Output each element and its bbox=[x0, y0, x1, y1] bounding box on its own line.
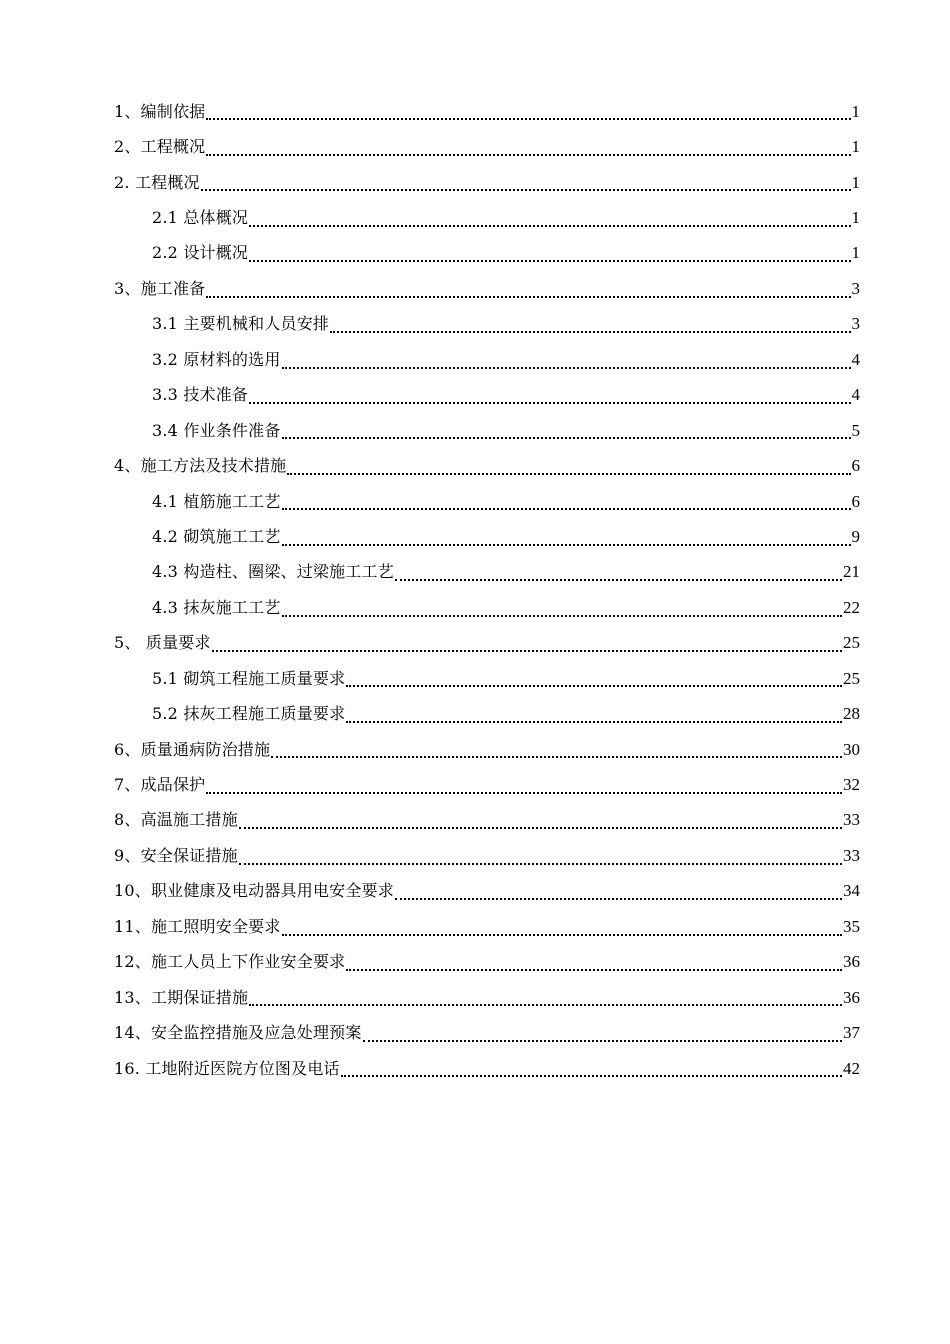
toc-entry[interactable] bbox=[114, 803, 860, 838]
toc-entry[interactable] bbox=[114, 626, 860, 661]
toc-page-number: 28 bbox=[843, 704, 860, 724]
toc-page-number: 5 bbox=[851, 420, 860, 440]
toc-page-number: 30 bbox=[843, 739, 860, 759]
dot-leader bbox=[282, 934, 842, 936]
toc-page-number: 32 bbox=[843, 775, 860, 795]
toc-page-number: 42 bbox=[843, 1058, 860, 1078]
toc-entry[interactable] bbox=[114, 661, 860, 696]
toc-page-number: 6 bbox=[851, 456, 860, 476]
toc-page-number: 3 bbox=[851, 278, 860, 298]
dot-leader bbox=[346, 721, 842, 723]
toc-entry-title: 3.2 原材料的选用 bbox=[152, 349, 281, 369]
toc-entry-title: 3、施工准备 bbox=[114, 278, 206, 298]
table-of-contents bbox=[114, 94, 860, 1086]
dot-leader bbox=[395, 579, 842, 581]
toc-page-number: 36 bbox=[843, 987, 860, 1007]
toc-page-number: 22 bbox=[843, 597, 860, 617]
dot-leader bbox=[346, 969, 842, 971]
toc-entry[interactable] bbox=[114, 590, 860, 625]
toc-page-number: 33 bbox=[843, 810, 860, 830]
toc-entry-title: 3.3 技术准备 bbox=[152, 385, 249, 405]
dot-leader bbox=[206, 118, 850, 120]
toc-entry[interactable] bbox=[114, 767, 860, 802]
dot-leader bbox=[395, 898, 842, 900]
dot-leader bbox=[212, 650, 842, 652]
toc-entry-title: 2.1 总体概况 bbox=[152, 208, 249, 228]
toc-entry[interactable] bbox=[114, 94, 860, 129]
dot-leader bbox=[282, 508, 851, 510]
dot-leader bbox=[363, 1040, 842, 1042]
toc-entry-title: 11、施工照明安全要求 bbox=[114, 916, 281, 936]
toc-page-number: 4 bbox=[851, 385, 860, 405]
toc-entry[interactable] bbox=[114, 696, 860, 731]
toc-page-number: 1 bbox=[851, 101, 860, 121]
toc-page-number: 3 bbox=[851, 314, 860, 334]
dot-leader bbox=[206, 792, 842, 794]
toc-entry[interactable] bbox=[114, 378, 860, 413]
toc-entry[interactable] bbox=[114, 519, 860, 554]
toc-entry[interactable] bbox=[114, 342, 860, 377]
toc-entry-title: 12、施工人员上下作业安全要求 bbox=[114, 952, 346, 972]
toc-entry-title: 14、安全监控措施及应急处理预案 bbox=[114, 1023, 362, 1043]
toc-page-number: 1 bbox=[851, 208, 860, 228]
toc-entry-title: 2.2 设计概况 bbox=[152, 243, 249, 263]
toc-entry[interactable] bbox=[114, 909, 860, 944]
toc-page-number: 25 bbox=[843, 633, 860, 653]
toc-entry[interactable] bbox=[114, 200, 860, 235]
toc-page-number: 1 bbox=[851, 137, 860, 157]
toc-page-number: 9 bbox=[851, 526, 860, 546]
toc-entry-title: 4、施工方法及技术措施 bbox=[114, 456, 287, 476]
dot-leader bbox=[330, 331, 850, 333]
dot-leader bbox=[239, 863, 842, 865]
toc-entry-title: 4.1 植筋施工工艺 bbox=[152, 491, 281, 511]
toc-entry[interactable] bbox=[114, 271, 860, 306]
dot-leader bbox=[201, 189, 851, 191]
toc-entry-title: 3.1 主要机械和人员安排 bbox=[152, 314, 330, 334]
dot-leader bbox=[282, 544, 851, 546]
toc-entry-title: 13、工期保证措施 bbox=[114, 987, 249, 1007]
toc-entry-title: 5、 质量要求 bbox=[114, 633, 211, 653]
dot-leader bbox=[206, 296, 850, 298]
toc-entry[interactable] bbox=[114, 129, 860, 164]
toc-entry-title: 4.3 构造柱、圈梁、过梁施工工艺 bbox=[152, 562, 394, 582]
toc-entry-title: 1、编制依据 bbox=[114, 101, 206, 121]
toc-entry-title: 6、质量通病防治措施 bbox=[114, 739, 271, 759]
toc-entry-title: 8、高温施工措施 bbox=[114, 810, 238, 830]
toc-entry[interactable] bbox=[114, 555, 860, 590]
toc-page-number: 25 bbox=[843, 668, 860, 688]
dot-leader bbox=[249, 260, 850, 262]
dot-leader bbox=[271, 756, 842, 758]
toc-entry-title: 4.3 抹灰施工工艺 bbox=[152, 597, 281, 617]
toc-entry-title: 5.1 砌筑工程施工质量要求 bbox=[152, 668, 346, 688]
dot-leader bbox=[249, 225, 850, 227]
toc-page-number: 1 bbox=[851, 172, 860, 192]
toc-page-number: 21 bbox=[843, 562, 860, 582]
toc-entry-title: 10、职业健康及电动器具用电安全要求 bbox=[114, 881, 394, 901]
dot-leader bbox=[239, 827, 842, 829]
toc-entry[interactable] bbox=[114, 838, 860, 873]
toc-page-number: 4 bbox=[851, 349, 860, 369]
toc-entry[interactable] bbox=[114, 413, 860, 448]
toc-entry[interactable] bbox=[114, 1015, 860, 1050]
toc-entry[interactable] bbox=[114, 307, 860, 342]
toc-entry[interactable] bbox=[114, 874, 860, 909]
toc-page-number: 6 bbox=[851, 491, 860, 511]
toc-page-number: 36 bbox=[843, 952, 860, 972]
toc-entry[interactable] bbox=[114, 484, 860, 519]
toc-entry-title: 5.2 抹灰工程施工质量要求 bbox=[152, 704, 346, 724]
toc-entry-title: 2. 工程概况 bbox=[114, 172, 200, 192]
toc-entry[interactable] bbox=[114, 980, 860, 1015]
toc-entry[interactable] bbox=[114, 236, 860, 271]
dot-leader bbox=[249, 402, 850, 404]
dot-leader bbox=[346, 685, 842, 687]
toc-entry-title: 2、工程概况 bbox=[114, 137, 206, 157]
toc-entry-title: 9、安全保证措施 bbox=[114, 845, 238, 865]
dot-leader bbox=[282, 437, 851, 439]
dot-leader bbox=[287, 473, 850, 475]
toc-entry[interactable] bbox=[114, 1051, 860, 1086]
toc-entry[interactable] bbox=[114, 165, 860, 200]
toc-entry-title: 16. 工地附近医院方位图及电话 bbox=[114, 1058, 340, 1078]
toc-page-number: 1 bbox=[851, 243, 860, 263]
toc-page-number: 33 bbox=[843, 845, 860, 865]
toc-entry[interactable] bbox=[114, 732, 860, 767]
toc-entry-title: 4.2 砌筑施工工艺 bbox=[152, 526, 281, 546]
toc-entry-title: 3.4 作业条件准备 bbox=[152, 420, 281, 440]
toc-entry-title: 7、成品保护 bbox=[114, 775, 206, 795]
dot-leader bbox=[282, 615, 842, 617]
dot-leader bbox=[282, 367, 851, 369]
toc-entry[interactable] bbox=[114, 448, 860, 483]
toc-entry[interactable] bbox=[114, 945, 860, 980]
dot-leader bbox=[249, 1004, 842, 1006]
dot-leader bbox=[206, 154, 850, 156]
toc-page-number: 35 bbox=[843, 916, 860, 936]
toc-page-number: 37 bbox=[843, 1023, 860, 1043]
dot-leader bbox=[341, 1075, 842, 1077]
toc-page-number: 34 bbox=[843, 881, 860, 901]
